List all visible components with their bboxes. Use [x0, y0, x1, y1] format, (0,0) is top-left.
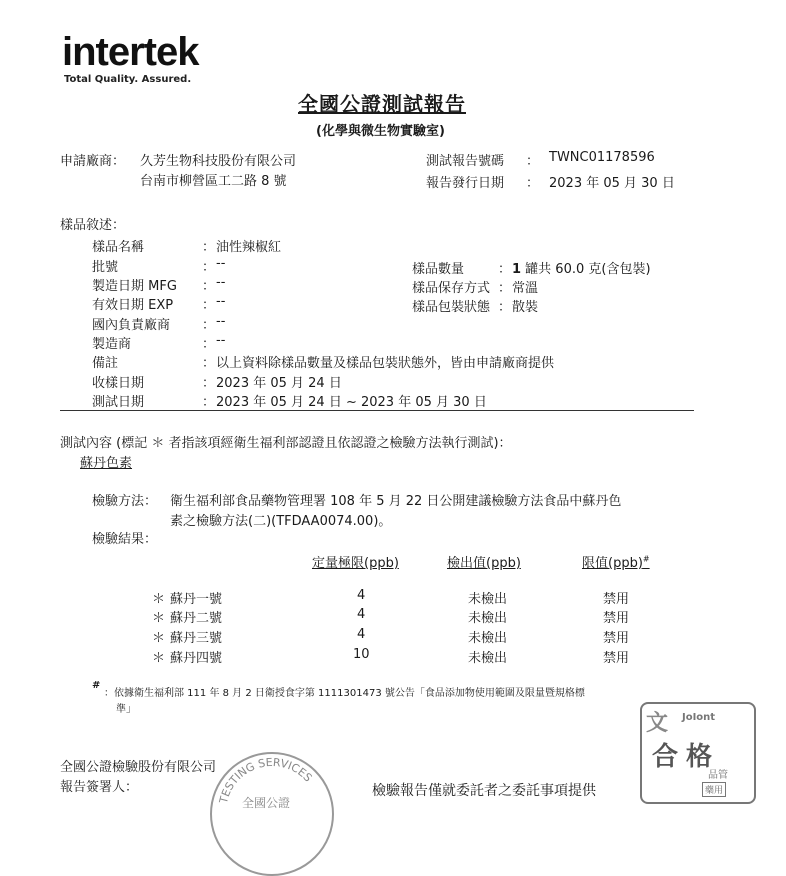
sample-field-value: --: [216, 314, 226, 329]
result-mark: ＊: [152, 611, 166, 626]
testing-services-stamp: [210, 752, 334, 876]
footnote-mark: #: [92, 680, 101, 691]
result-limit: 禁用: [603, 611, 630, 626]
sample-field-value: 2023 年 05 月 24 日: [216, 376, 342, 391]
test-item: 蘇丹色素: [80, 456, 133, 471]
applicant-name: 久芳生物科技股份有限公司: [140, 154, 297, 169]
colon: ：: [526, 176, 540, 191]
method-line-1: 衛生福利部食品藥物管理署 108 年 5 月 22 日公開建議檢驗方法食品中蘇丹色: [170, 494, 622, 509]
result-name: 蘇丹一號: [170, 592, 223, 607]
sample-field-value: --: [216, 294, 226, 309]
sample-quantity-unit: 罐共 60.0 克(含包裝): [521, 262, 651, 277]
sample-section-label: 樣品敘述：: [60, 218, 126, 233]
colon: ：: [202, 337, 216, 352]
sample-field-label: 測試日期: [92, 395, 145, 410]
sample-field-label: 國內負責廠商: [92, 318, 171, 333]
sample-field-value: 2023 年 05 月 24 日 ~ 2023 年 05 月 30 日: [216, 395, 487, 410]
footnote-line-2: 準」: [116, 704, 136, 715]
col-header-limit-text: 限值(ppb): [582, 556, 643, 571]
report-subtitle: (化學與微生物實驗室): [316, 124, 445, 139]
limit-footnote-mark: #: [642, 554, 650, 564]
footer-company: 全國公證檢驗股份有限公司: [60, 760, 217, 775]
colon: ：: [498, 281, 512, 296]
colon: ：: [202, 298, 216, 313]
issue-date: 2023 年 05 月 30 日: [549, 176, 675, 191]
stamp-brand: JoIont: [682, 712, 716, 723]
stamp-bottom: 藥用: [702, 782, 726, 797]
sample-field-value: --: [216, 275, 226, 290]
sample-quantity-number: 1: [512, 262, 522, 277]
sample-field-label: 製造日期 MFG: [92, 279, 177, 294]
result-limit: 禁用: [603, 592, 630, 607]
result-detected: 未檢出: [468, 651, 508, 666]
stamp-main: 合格: [652, 742, 721, 772]
sample-field-label: 備註: [92, 356, 119, 371]
method-line-2: 素之檢驗方法(二)(TFDAA0074.00)。: [170, 514, 392, 529]
col-header-limit: [582, 552, 650, 571]
result-mark: ＊: [152, 651, 166, 666]
storage-value: 常溫: [512, 281, 539, 296]
result-detected: 未檢出: [468, 592, 508, 607]
sample-quantity-label: 樣品數量: [412, 262, 465, 277]
result-loq: 4: [357, 627, 366, 642]
sample-field-label: 製造商: [92, 337, 132, 352]
issue-date-label: 報告發行日期: [426, 176, 505, 191]
colon: ：: [202, 356, 216, 371]
sample-field-value: 油性辣椒紅: [216, 240, 282, 255]
colon: ：: [202, 240, 216, 255]
result-name: 蘇丹三號: [170, 631, 223, 646]
result-loq: 4: [357, 607, 366, 622]
logo-tagline: Total Quality. Assured.: [64, 74, 192, 85]
stamp-sub: 品管: [708, 770, 728, 781]
colon: ：: [202, 376, 216, 391]
sample-field-label: 收樣日期: [92, 376, 145, 391]
applicant-address: 台南市柳營區工二路 8 號: [140, 174, 287, 189]
stamp-inner-text: 全國公證: [242, 796, 291, 810]
packaging-value: 散裝: [512, 300, 539, 315]
packaging-label: 樣品包裝狀態: [412, 300, 491, 315]
sample-field-label: 批號: [92, 260, 119, 275]
col-header-loq: 定量極限(ppb): [312, 556, 399, 571]
sample-field-label: 樣品名稱: [92, 240, 145, 255]
result-limit: 禁用: [603, 651, 630, 666]
footnote-line-1: ：依據衛生福利部 111 年 8 月 2 日衛授食字第 1111301473 號公告「食品添加物使用範圍及限量暨規格標: [104, 688, 585, 699]
colon: ：: [202, 395, 216, 410]
report-no-label: 測試報告號碼: [426, 154, 505, 169]
test-content-label: 測試內容 (標記 ＊ 者指該項經衛生福利部認證且依認證之檢驗方法執行測試)：: [60, 436, 512, 451]
sample-quantity-value: [512, 258, 651, 277]
result-name: 蘇丹四號: [170, 651, 223, 666]
signer-label: 報告簽署人：: [60, 780, 139, 795]
colon: ：: [498, 262, 512, 277]
result-limit: 禁用: [603, 631, 630, 646]
stamp-glyph: 文: [646, 711, 669, 736]
applicant-label: 申請廠商：: [60, 154, 126, 169]
result-loq: 10: [353, 647, 370, 662]
footer-notice: 檢驗報告僅就委託者之委託事項提供: [372, 783, 596, 799]
sample-field-value: 以上資料除樣品數量及樣品包裝狀態外，皆由申請廠商提供: [216, 356, 555, 371]
sample-field-value: --: [216, 333, 226, 348]
result-mark: ＊: [152, 631, 166, 646]
report-no: TWNC01178596: [549, 150, 655, 165]
report-title: 全國公證測試報告: [298, 92, 466, 116]
col-header-detected: 檢出值(ppb): [447, 556, 521, 571]
result-detected: 未檢出: [468, 631, 508, 646]
sample-field-label: 有效日期 EXP: [92, 298, 174, 313]
colon: ：: [202, 279, 216, 294]
colon: ：: [202, 318, 216, 333]
qualified-stamp: [640, 702, 756, 804]
sample-field-value: --: [216, 256, 226, 271]
result-mark: ＊: [152, 592, 166, 607]
intertek-logo: intertek: [62, 30, 199, 74]
result-detected: 未檢出: [468, 611, 508, 626]
colon: ：: [202, 260, 216, 275]
stamp-arc-text: TESTING SERVICES: [216, 755, 315, 805]
colon: ：: [498, 300, 512, 315]
storage-label: 樣品保存方式: [412, 281, 491, 296]
results-label: 檢驗結果：: [92, 532, 158, 547]
result-name: 蘇丹二號: [170, 611, 223, 626]
colon: ：: [526, 154, 540, 169]
result-loq: 4: [357, 588, 366, 603]
method-label: 檢驗方法：: [92, 494, 158, 509]
section-divider: [60, 410, 694, 411]
